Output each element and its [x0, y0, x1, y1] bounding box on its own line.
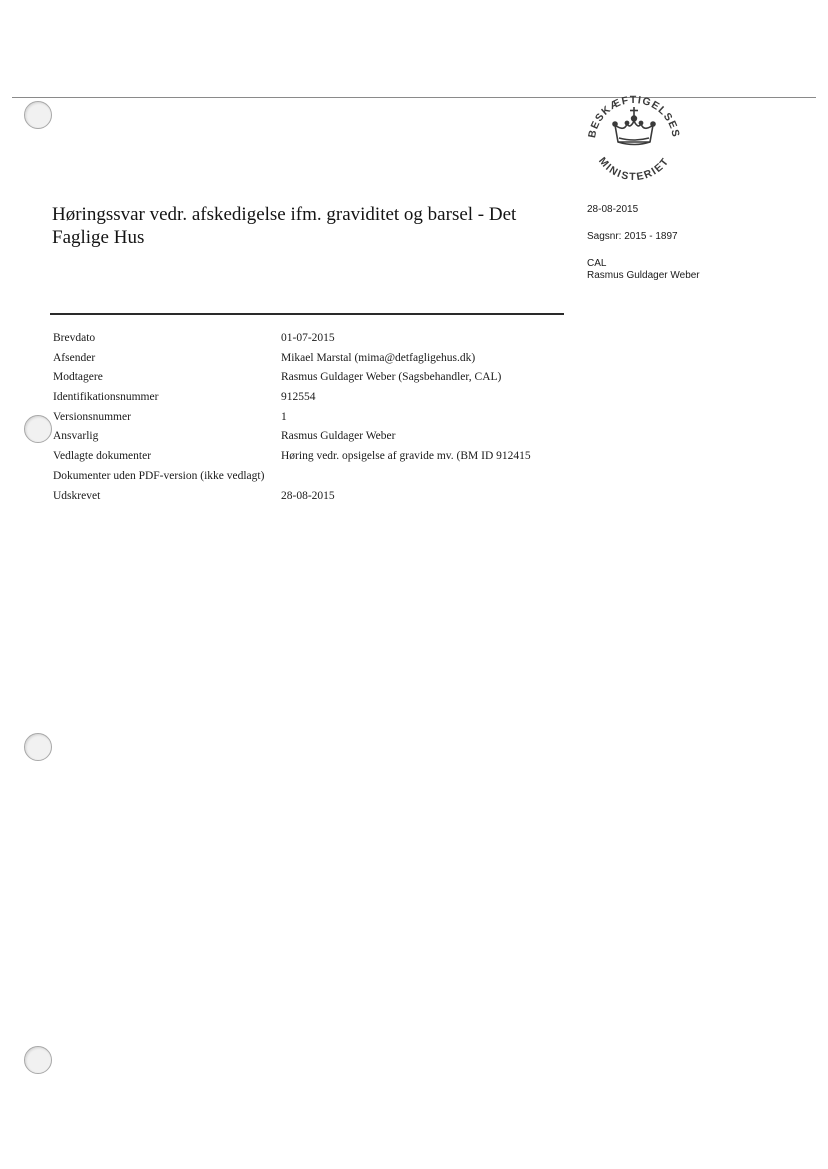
top-divider — [12, 97, 816, 98]
document-date: 28-08-2015 — [587, 204, 639, 215]
metadata-row — [53, 450, 563, 470]
metadata-row — [53, 352, 563, 372]
metadata-row — [53, 332, 563, 352]
metadata-value: 01-07-2015 — [281, 332, 335, 344]
metadata-table — [53, 332, 563, 509]
metadata-row — [53, 371, 563, 391]
metadata-row — [53, 470, 563, 490]
handler-name: Rasmus Guldager Weber — [587, 270, 700, 281]
punch-hole-1 — [24, 101, 52, 129]
metadata-label: Vedlagte dokumenter — [53, 450, 152, 463]
metadata-label: Udskrevet — [53, 489, 101, 502]
metadata-row — [53, 391, 563, 411]
svg-text:MINISTERIET — [596, 155, 672, 183]
seal-top-text: BESKÆFTIGELSES — [586, 93, 682, 139]
case-number: Sagsnr: 2015 - 1897 — [587, 231, 678, 242]
metadata-value: Rasmus Guldager Weber — [281, 430, 396, 443]
punch-hole-2 — [24, 415, 52, 443]
metadata-value: Høring vedr. opsigelse af gravide mv. (BM ID 912415 — [281, 450, 531, 463]
metadata-value: Mikael Marstal (mima@detfagligehus.dk) — [281, 351, 476, 364]
metadata-row — [53, 430, 563, 450]
metadata-label: Afsender — [53, 351, 96, 364]
seal-bottom-text: MINISTERIET — [596, 155, 672, 184]
metadata-value: 1 — [281, 410, 287, 423]
document-title: Høringssvar vedr. afskedigelse ifm. graviditet og barsel - Det Faglige Hus — [52, 204, 517, 248]
metadata-value: 912554 — [281, 391, 316, 404]
metadata-row — [53, 411, 563, 431]
metadata-row — [53, 490, 563, 510]
crown-icon — [613, 107, 655, 145]
metadata-label: Brevdato — [53, 332, 96, 344]
handler-initials: CAL — [587, 258, 607, 269]
metadata-label: Versionsnummer — [53, 410, 131, 423]
metadata-label: Modtagere — [53, 371, 103, 384]
punch-hole-4 — [24, 1046, 52, 1074]
punch-hole-3 — [24, 733, 52, 761]
ministry-seal — [578, 80, 690, 192]
metadata-value: Rasmus Guldager Weber (Sagsbehandler, CAL) — [281, 371, 502, 384]
section-divider — [50, 313, 564, 315]
metadata-label: Dokumenter uden PDF-version (ikke vedlagt) — [53, 469, 265, 482]
metadata-label: Ansvarlig — [53, 430, 99, 443]
metadata-label: Identifikationsnummer — [53, 391, 159, 404]
metadata-value: 28-08-2015 — [281, 489, 335, 502]
